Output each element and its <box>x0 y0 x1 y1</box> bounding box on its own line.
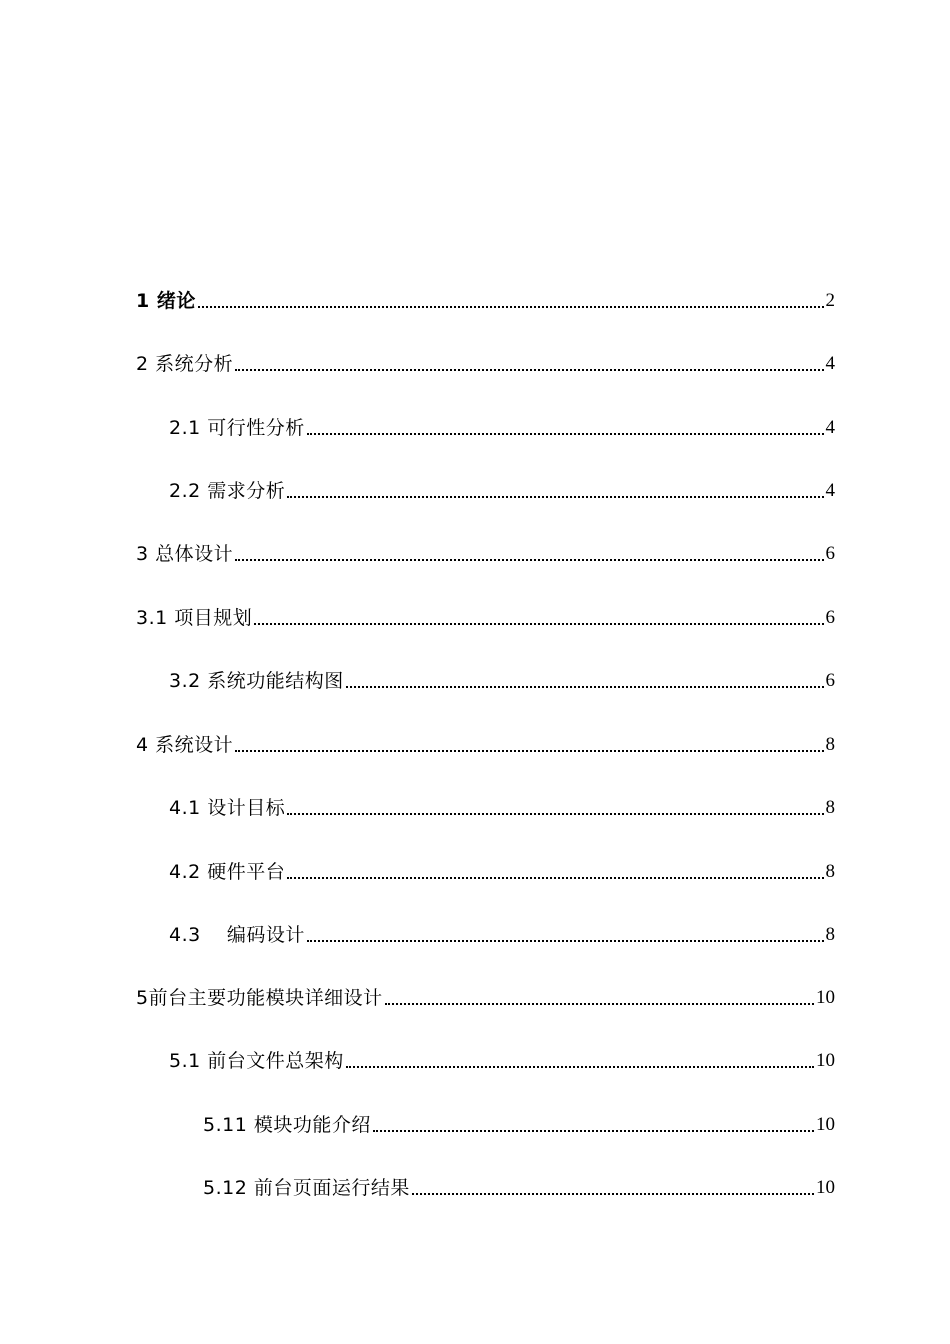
toc-entry-4-2[interactable] <box>169 855 835 885</box>
dot-leader <box>346 686 824 688</box>
toc-entry-1[interactable] <box>136 284 835 314</box>
dot-leader <box>235 750 823 752</box>
dot-leader <box>235 369 823 371</box>
dot-leader <box>287 813 823 815</box>
toc-entry-2[interactable] <box>136 347 835 377</box>
toc-entry-5-1[interactable] <box>169 1044 835 1074</box>
toc-entry-page: 4 <box>825 353 835 374</box>
dot-leader <box>254 623 823 625</box>
dot-leader <box>307 940 824 942</box>
dot-leader <box>385 1003 814 1005</box>
toc-entry-page: 8 <box>825 734 835 755</box>
toc-entry-page: 10 <box>816 1177 835 1198</box>
toc-entry-label: 5.11 模块功能介绍 <box>203 1114 371 1136</box>
toc-entry-label: 5.12 前台页面运行结果 <box>203 1177 410 1199</box>
toc-entry-3-1[interactable] <box>136 601 835 631</box>
toc-entry-label: 4.3 编码设计 <box>169 924 305 946</box>
toc-entry-page: 2 <box>825 290 835 311</box>
dot-leader <box>287 877 823 879</box>
dot-leader <box>307 433 824 435</box>
toc-entry-page: 8 <box>825 797 835 818</box>
toc-entry-3[interactable] <box>136 537 835 567</box>
toc-entry-label: 4.2 硬件平台 <box>169 861 286 883</box>
toc-entry-2-1[interactable] <box>169 411 835 441</box>
toc-entry-label: 4.1 设计目标 <box>169 797 286 819</box>
dot-leader <box>346 1066 814 1068</box>
toc-entry-page: 6 <box>825 607 835 628</box>
toc-entry-page: 10 <box>816 987 835 1008</box>
toc-entry-label: 3.2 系统功能结构图 <box>169 670 344 692</box>
toc-entry-label: 3 总体设计 <box>136 543 234 565</box>
toc-entry-page: 6 <box>825 670 835 691</box>
toc-entry-5-11[interactable] <box>203 1108 835 1138</box>
toc-entry-label: 3.1 项目规划 <box>136 607 253 629</box>
toc-entry-label: 1 绪论 <box>136 290 196 312</box>
toc-entry-label: 2.2 需求分析 <box>169 480 286 502</box>
toc-entry-4-1[interactable] <box>169 791 835 821</box>
toc-entry-page: 6 <box>825 543 835 564</box>
dot-leader <box>198 306 824 308</box>
toc-entry-2-2[interactable] <box>169 474 835 504</box>
toc-entry-label: 2.1 可行性分析 <box>169 417 305 439</box>
toc-entry-page: 8 <box>825 924 835 945</box>
toc-entry-label: 2 系统分析 <box>136 353 234 375</box>
toc-entry-5[interactable] <box>136 981 835 1011</box>
dot-leader <box>287 496 823 498</box>
toc-entry-label: 5前台主要功能模块详细设计 <box>136 987 383 1009</box>
toc-entry-page: 4 <box>825 480 835 501</box>
dot-leader <box>235 559 823 561</box>
toc-entry-3-2[interactable] <box>169 664 835 694</box>
toc-entry-5-12[interactable] <box>203 1171 835 1201</box>
toc-entry-page: 8 <box>825 861 835 882</box>
toc-entry-label: 4 系统设计 <box>136 734 234 756</box>
toc-entry-4[interactable] <box>136 728 835 758</box>
toc-entry-page: 4 <box>825 417 835 438</box>
toc-entry-page: 10 <box>816 1050 835 1071</box>
toc-entry-label: 5.1 前台文件总架构 <box>169 1050 344 1072</box>
dot-leader <box>373 1130 814 1132</box>
toc-entry-page: 10 <box>816 1114 835 1135</box>
toc-entry-4-3[interactable] <box>169 918 835 948</box>
dot-leader <box>412 1193 814 1195</box>
